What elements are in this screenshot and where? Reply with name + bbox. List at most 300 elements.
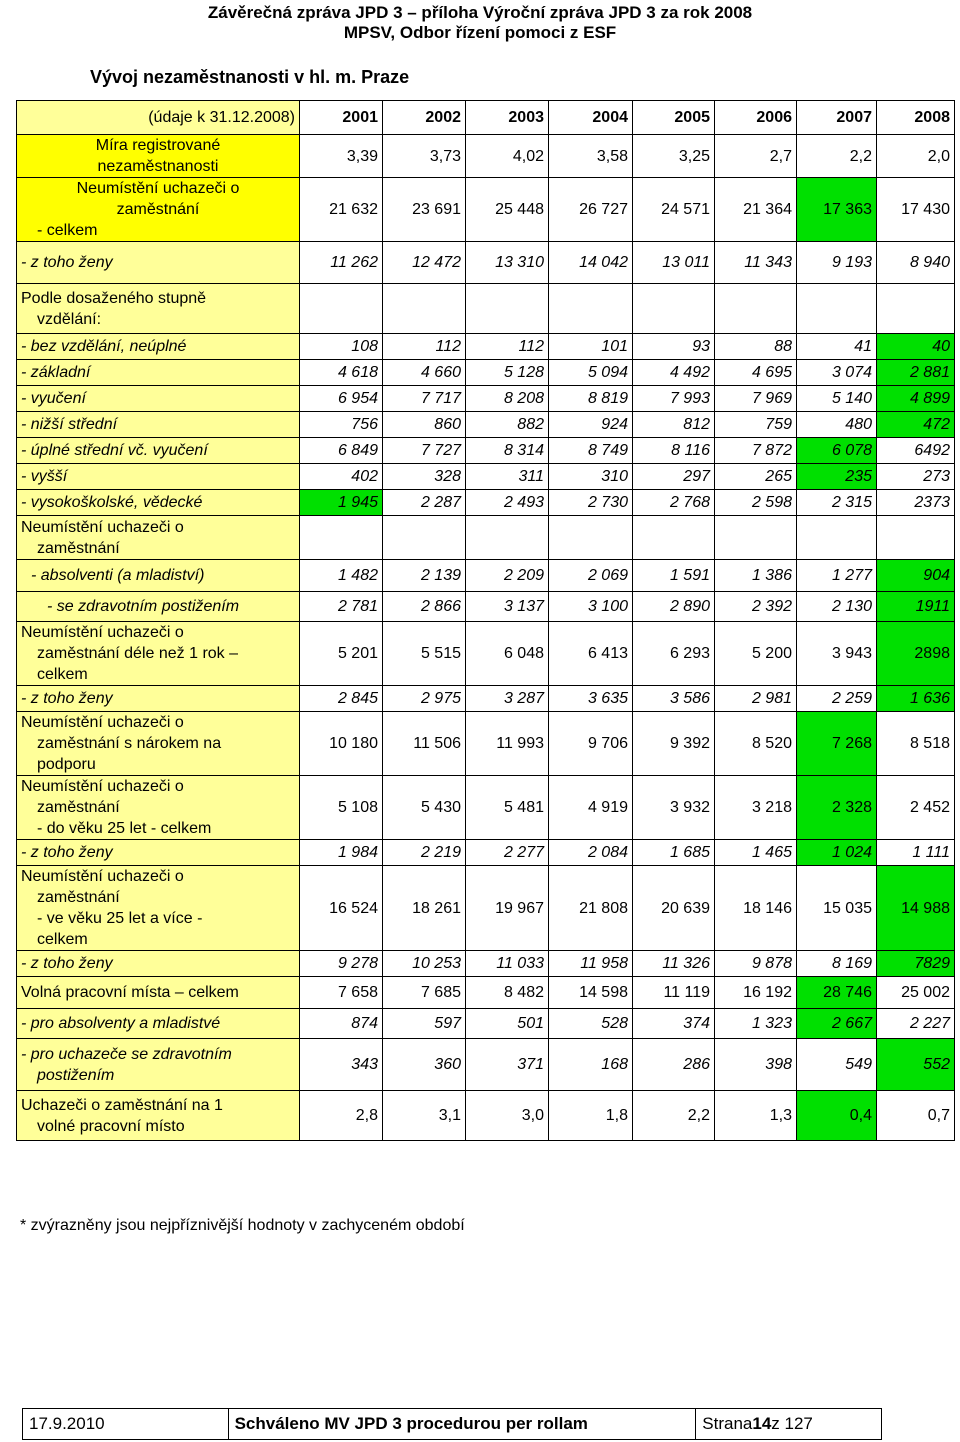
row-label bbox=[17, 776, 300, 840]
value-cell: 7829 bbox=[877, 951, 955, 977]
value-cell: 2 890 bbox=[633, 592, 715, 622]
row-label-line: - absolventi (a mladiství) bbox=[31, 567, 205, 584]
value-cell: 1 465 bbox=[715, 840, 797, 866]
table-row bbox=[17, 951, 955, 977]
table-row bbox=[17, 360, 955, 386]
value-cell: 2 259 bbox=[797, 686, 877, 712]
value-cell: 402 bbox=[300, 464, 383, 490]
value-cell: 1,3 bbox=[715, 1091, 797, 1141]
row-label-line: Volná pracovní místa – celkem bbox=[21, 984, 239, 1001]
value-cell bbox=[466, 284, 549, 334]
row-label-line: Podle dosaženého stupně bbox=[21, 289, 207, 307]
row-label bbox=[17, 242, 300, 284]
value-cell: 3 100 bbox=[549, 592, 633, 622]
table-row bbox=[17, 135, 955, 178]
page-label: Strana bbox=[702, 1414, 753, 1433]
value-cell: 2 975 bbox=[383, 686, 466, 712]
row-label bbox=[17, 866, 300, 951]
table-row bbox=[17, 438, 955, 464]
value-cell: 9 878 bbox=[715, 951, 797, 977]
table-row bbox=[17, 776, 955, 840]
header-row bbox=[17, 101, 955, 135]
row-label-line: Neumístění uchazeči o bbox=[21, 868, 184, 885]
row-label-line: - z toho ženy bbox=[21, 844, 113, 861]
value-cell: 812 bbox=[633, 412, 715, 438]
row-label-line: Neumístění uchazeči o bbox=[21, 518, 184, 536]
row-label-line: Neumístění uchazeči o bbox=[76, 180, 240, 197]
row-label-line: Neumístění uchazeči o bbox=[21, 714, 184, 731]
value-cell: 4 695 bbox=[715, 360, 797, 386]
row-label bbox=[17, 1091, 300, 1141]
value-cell: 2 493 bbox=[466, 490, 549, 516]
table-row bbox=[17, 840, 955, 866]
table-row bbox=[17, 490, 955, 516]
value-cell: 13 310 bbox=[466, 242, 549, 284]
value-cell: 1 386 bbox=[715, 560, 797, 592]
row-label bbox=[17, 840, 300, 866]
page-title: Vývoj nezaměstnanosti v hl. m. Praze bbox=[90, 67, 410, 87]
value-cell: 3 586 bbox=[633, 686, 715, 712]
value-cell: 472 bbox=[877, 412, 955, 438]
value-cell: 501 bbox=[466, 1009, 549, 1039]
value-cell: 4,02 bbox=[466, 135, 549, 178]
value-cell: 18 261 bbox=[383, 866, 466, 951]
value-cell: 5 094 bbox=[549, 360, 633, 386]
value-cell: 8 169 bbox=[797, 951, 877, 977]
table-row bbox=[17, 386, 955, 412]
row-label-line: - bez vzdělání, neúplné bbox=[21, 338, 187, 355]
value-cell: 5 128 bbox=[466, 360, 549, 386]
value-cell: 2,8 bbox=[300, 1091, 383, 1141]
value-cell: 11 326 bbox=[633, 951, 715, 977]
value-cell bbox=[300, 516, 383, 560]
page-footer bbox=[22, 1408, 882, 1440]
row-label bbox=[17, 1009, 300, 1039]
value-cell: 3 943 bbox=[797, 622, 877, 686]
value-cell: 9 278 bbox=[300, 951, 383, 977]
table-row bbox=[17, 1091, 955, 1141]
footnote: * zvýrazněny jsou nejpříznivější hodnoty v zachyceném období bbox=[20, 1217, 465, 1234]
value-cell: 235 bbox=[797, 464, 877, 490]
year-header-2005: 2005 bbox=[633, 101, 715, 135]
value-cell: 2 277 bbox=[466, 840, 549, 866]
row-label bbox=[17, 438, 300, 464]
page-total: z 127 bbox=[771, 1414, 813, 1433]
value-cell: 6 293 bbox=[633, 622, 715, 686]
value-cell: 3 074 bbox=[797, 360, 877, 386]
row-label bbox=[17, 622, 300, 686]
row-label-line: celkem bbox=[37, 931, 88, 948]
value-cell: 1 591 bbox=[633, 560, 715, 592]
header-corner-cell: (údaje k 31.12.2008) bbox=[17, 101, 300, 135]
table-row bbox=[17, 1039, 955, 1091]
value-cell: 2 084 bbox=[549, 840, 633, 866]
value-cell: 1,8 bbox=[549, 1091, 633, 1141]
value-cell: 168 bbox=[549, 1039, 633, 1091]
value-cell: 21 808 bbox=[549, 866, 633, 951]
value-cell: 2,2 bbox=[797, 135, 877, 178]
row-label-line: - celkem bbox=[37, 222, 98, 239]
value-cell: 8 819 bbox=[549, 386, 633, 412]
value-cell: 3,0 bbox=[466, 1091, 549, 1141]
row-label bbox=[17, 977, 300, 1009]
value-cell: 4 492 bbox=[633, 360, 715, 386]
footer-date: 17.9.2010 bbox=[23, 1409, 229, 1439]
value-cell: 2373 bbox=[877, 490, 955, 516]
row-label-line: zaměstnání bbox=[37, 799, 120, 816]
value-cell: 7 268 bbox=[797, 712, 877, 776]
value-cell: 7 717 bbox=[383, 386, 466, 412]
value-cell: 9 392 bbox=[633, 712, 715, 776]
value-cell: 2 845 bbox=[300, 686, 383, 712]
value-cell: 904 bbox=[877, 560, 955, 592]
value-cell: 2 139 bbox=[383, 560, 466, 592]
row-label-line: - nižší střední bbox=[21, 416, 118, 433]
value-cell: 8 116 bbox=[633, 438, 715, 464]
value-cell: 6 078 bbox=[797, 438, 877, 464]
row-label-line: celkem bbox=[37, 666, 88, 683]
table-row bbox=[17, 242, 955, 284]
value-cell: 16 524 bbox=[300, 866, 383, 951]
value-cell: 3 932 bbox=[633, 776, 715, 840]
value-cell: 3,1 bbox=[383, 1091, 466, 1141]
value-cell: 11 262 bbox=[300, 242, 383, 284]
value-cell: 8 940 bbox=[877, 242, 955, 284]
row-label bbox=[17, 464, 300, 490]
value-cell: 2 781 bbox=[300, 592, 383, 622]
value-cell: 2 315 bbox=[797, 490, 877, 516]
value-cell: 882 bbox=[466, 412, 549, 438]
value-cell: 9 193 bbox=[797, 242, 877, 284]
value-cell bbox=[549, 516, 633, 560]
value-cell: 2 392 bbox=[715, 592, 797, 622]
row-label bbox=[17, 360, 300, 386]
value-cell bbox=[715, 516, 797, 560]
value-cell: 9 706 bbox=[549, 712, 633, 776]
row-label bbox=[17, 284, 300, 334]
value-cell: 7 658 bbox=[300, 977, 383, 1009]
row-label-line: Míra registrované bbox=[95, 137, 221, 154]
document-header-line-2: MPSV, Odbor řízení pomoci z ESF bbox=[343, 23, 617, 42]
row-label bbox=[17, 386, 300, 412]
value-cell: 1 685 bbox=[633, 840, 715, 866]
value-cell: 2898 bbox=[877, 622, 955, 686]
row-label-line: volné pracovní místo bbox=[37, 1117, 185, 1135]
value-cell: 6 849 bbox=[300, 438, 383, 464]
row-label-line: - vyšší bbox=[21, 468, 68, 485]
value-cell: 371 bbox=[466, 1039, 549, 1091]
value-cell: 7 969 bbox=[715, 386, 797, 412]
row-label-line: - se zdravotním postižením bbox=[47, 598, 240, 615]
table-row bbox=[17, 464, 955, 490]
value-cell: 2 287 bbox=[383, 490, 466, 516]
value-cell: 480 bbox=[797, 412, 877, 438]
row-label-line: - pro uchazeče se zdravotním bbox=[21, 1045, 232, 1063]
value-cell: 2 209 bbox=[466, 560, 549, 592]
document-header-line-1: Závěrečná zpráva JPD 3 – příloha Výroční zpráva JPD 3 za rok 2008 bbox=[207, 3, 753, 22]
table-row bbox=[17, 284, 955, 334]
value-cell: 2 881 bbox=[877, 360, 955, 386]
value-cell: 24 571 bbox=[633, 178, 715, 242]
table-row bbox=[17, 1009, 955, 1039]
value-cell bbox=[797, 284, 877, 334]
value-cell: 398 bbox=[715, 1039, 797, 1091]
value-cell bbox=[549, 284, 633, 334]
value-cell bbox=[383, 516, 466, 560]
value-cell: 101 bbox=[549, 334, 633, 360]
value-cell bbox=[797, 516, 877, 560]
value-cell: 8 482 bbox=[466, 977, 549, 1009]
value-cell: 1 277 bbox=[797, 560, 877, 592]
row-label-line: - ve věku 25 let a více - bbox=[37, 910, 203, 927]
value-cell: 4 919 bbox=[549, 776, 633, 840]
value-cell: 11 506 bbox=[383, 712, 466, 776]
table-row bbox=[17, 516, 955, 560]
value-cell: 1 984 bbox=[300, 840, 383, 866]
value-cell bbox=[877, 516, 955, 560]
value-cell: 2 598 bbox=[715, 490, 797, 516]
value-cell: 5 140 bbox=[797, 386, 877, 412]
value-cell: 112 bbox=[383, 334, 466, 360]
value-cell: 8 520 bbox=[715, 712, 797, 776]
value-cell: 328 bbox=[383, 464, 466, 490]
row-label-line: Uchazeči o zaměstnání na 1 bbox=[21, 1096, 223, 1114]
value-cell: 3,39 bbox=[300, 135, 383, 178]
value-cell: 7 993 bbox=[633, 386, 715, 412]
value-cell: 1911 bbox=[877, 592, 955, 622]
value-cell: 552 bbox=[877, 1039, 955, 1091]
table-row bbox=[17, 622, 955, 686]
value-cell: 528 bbox=[549, 1009, 633, 1039]
row-label-line: - z toho ženy bbox=[21, 955, 113, 972]
year-header-2002: 2002 bbox=[383, 101, 466, 135]
value-cell: 343 bbox=[300, 1039, 383, 1091]
table-row bbox=[17, 592, 955, 622]
value-cell: 759 bbox=[715, 412, 797, 438]
value-cell: 2 219 bbox=[383, 840, 466, 866]
table-row bbox=[17, 977, 955, 1009]
row-label-line: - základní bbox=[21, 364, 91, 381]
value-cell: 5 108 bbox=[300, 776, 383, 840]
footer-approval: Schváleno MV JPD 3 procedurou per rollam bbox=[229, 1409, 697, 1439]
value-cell: 25 002 bbox=[877, 977, 955, 1009]
value-cell: 374 bbox=[633, 1009, 715, 1039]
unemployment-table bbox=[16, 100, 955, 1141]
year-header-2003: 2003 bbox=[466, 101, 549, 135]
value-cell: 11 033 bbox=[466, 951, 549, 977]
row-label bbox=[17, 560, 300, 592]
value-cell: 112 bbox=[466, 334, 549, 360]
value-cell: 5 200 bbox=[715, 622, 797, 686]
value-cell: 93 bbox=[633, 334, 715, 360]
value-cell: 286 bbox=[633, 1039, 715, 1091]
value-cell: 5 515 bbox=[383, 622, 466, 686]
value-cell: 11 993 bbox=[466, 712, 549, 776]
row-label bbox=[17, 1039, 300, 1091]
value-cell: 3 287 bbox=[466, 686, 549, 712]
value-cell: 273 bbox=[877, 464, 955, 490]
value-cell bbox=[633, 516, 715, 560]
value-cell: 265 bbox=[715, 464, 797, 490]
value-cell: 6 048 bbox=[466, 622, 549, 686]
value-cell: 874 bbox=[300, 1009, 383, 1039]
row-label-line: Neumístění uchazeči o bbox=[21, 778, 184, 795]
value-cell: 4 660 bbox=[383, 360, 466, 386]
row-label-line: zaměstnání bbox=[37, 889, 120, 906]
value-cell: 20 639 bbox=[633, 866, 715, 951]
value-cell: 7 727 bbox=[383, 438, 466, 464]
row-label-line: podporu bbox=[37, 756, 96, 773]
value-cell bbox=[300, 284, 383, 334]
value-cell: 12 472 bbox=[383, 242, 466, 284]
value-cell: 40 bbox=[877, 334, 955, 360]
value-cell: 14 598 bbox=[549, 977, 633, 1009]
value-cell: 297 bbox=[633, 464, 715, 490]
row-label-line: - úplné střední vč. vyučení bbox=[21, 442, 208, 459]
row-label-line: zaměstnání bbox=[37, 539, 120, 557]
value-cell: 11 343 bbox=[715, 242, 797, 284]
row-label bbox=[17, 951, 300, 977]
year-header-2001: 2001 bbox=[300, 101, 383, 135]
row-label bbox=[17, 592, 300, 622]
table-row bbox=[17, 712, 955, 776]
row-label bbox=[17, 412, 300, 438]
row-label-line: - z toho ženy bbox=[21, 690, 113, 707]
table-row bbox=[17, 412, 955, 438]
value-cell: 2 981 bbox=[715, 686, 797, 712]
table-row bbox=[17, 334, 955, 360]
value-cell: 3,25 bbox=[633, 135, 715, 178]
value-cell bbox=[383, 284, 466, 334]
value-cell: 311 bbox=[466, 464, 549, 490]
value-cell: 3,73 bbox=[383, 135, 466, 178]
row-label-line: nezaměstnanosti bbox=[97, 158, 219, 175]
row-label-line: - vyučení bbox=[21, 390, 86, 407]
value-cell: 1 024 bbox=[797, 840, 877, 866]
value-cell: 21 364 bbox=[715, 178, 797, 242]
value-cell: 17 363 bbox=[797, 178, 877, 242]
value-cell: 7 872 bbox=[715, 438, 797, 464]
value-cell: 1 111 bbox=[877, 840, 955, 866]
value-cell: 2 227 bbox=[877, 1009, 955, 1039]
value-cell: 11 958 bbox=[549, 951, 633, 977]
table-row bbox=[17, 686, 955, 712]
row-label-line: zaměstnání s nárokem na bbox=[37, 735, 222, 752]
value-cell: 28 746 bbox=[797, 977, 877, 1009]
value-cell: 2 069 bbox=[549, 560, 633, 592]
value-cell: 41 bbox=[797, 334, 877, 360]
value-cell bbox=[633, 284, 715, 334]
row-label-line: zaměstnání déle než 1 rok – bbox=[37, 645, 239, 662]
row-label-line: zaměstnání bbox=[116, 201, 200, 218]
value-cell: 597 bbox=[383, 1009, 466, 1039]
value-cell: 25 448 bbox=[466, 178, 549, 242]
value-cell: 1 945 bbox=[300, 490, 383, 516]
value-cell: 4 618 bbox=[300, 360, 383, 386]
value-cell: 2 328 bbox=[797, 776, 877, 840]
value-cell: 5 430 bbox=[383, 776, 466, 840]
value-cell bbox=[877, 284, 955, 334]
row-label-line: Neumístění uchazeči o bbox=[21, 624, 184, 641]
row-label bbox=[17, 712, 300, 776]
footer-page bbox=[696, 1409, 881, 1439]
value-cell: 0,4 bbox=[797, 1091, 877, 1141]
row-label-line: - pro absolventy a mladistvé bbox=[21, 1015, 221, 1032]
value-cell: 549 bbox=[797, 1039, 877, 1091]
value-cell: 21 632 bbox=[300, 178, 383, 242]
value-cell: 310 bbox=[549, 464, 633, 490]
value-cell: 14 988 bbox=[877, 866, 955, 951]
value-cell: 2 667 bbox=[797, 1009, 877, 1039]
value-cell: 10 253 bbox=[383, 951, 466, 977]
value-cell: 11 119 bbox=[633, 977, 715, 1009]
value-cell: 3,58 bbox=[549, 135, 633, 178]
value-cell: 88 bbox=[715, 334, 797, 360]
table-row bbox=[17, 178, 955, 242]
value-cell: 6492 bbox=[877, 438, 955, 464]
row-label bbox=[17, 490, 300, 516]
value-cell: 0,7 bbox=[877, 1091, 955, 1141]
value-cell: 2,2 bbox=[633, 1091, 715, 1141]
year-header-2007: 2007 bbox=[797, 101, 877, 135]
value-cell: 8 749 bbox=[549, 438, 633, 464]
year-header-2008: 2008 bbox=[877, 101, 955, 135]
row-label-line: postižením bbox=[37, 1066, 115, 1084]
value-cell: 3 137 bbox=[466, 592, 549, 622]
value-cell bbox=[466, 516, 549, 560]
row-label bbox=[17, 178, 300, 242]
value-cell: 2,0 bbox=[877, 135, 955, 178]
value-cell: 1 482 bbox=[300, 560, 383, 592]
value-cell: 16 192 bbox=[715, 977, 797, 1009]
value-cell: 2 130 bbox=[797, 592, 877, 622]
value-cell: 1 636 bbox=[877, 686, 955, 712]
value-cell: 23 691 bbox=[383, 178, 466, 242]
value-cell: 1 323 bbox=[715, 1009, 797, 1039]
row-label bbox=[17, 135, 300, 178]
value-cell: 18 146 bbox=[715, 866, 797, 951]
row-label-line: - vysokoškolské, vědecké bbox=[21, 494, 203, 511]
value-cell: 360 bbox=[383, 1039, 466, 1091]
value-cell: 2 452 bbox=[877, 776, 955, 840]
value-cell: 13 011 bbox=[633, 242, 715, 284]
page-number: 14 bbox=[752, 1414, 772, 1433]
value-cell: 3 218 bbox=[715, 776, 797, 840]
value-cell: 3 635 bbox=[549, 686, 633, 712]
value-cell: 2 768 bbox=[633, 490, 715, 516]
value-cell: 8 208 bbox=[466, 386, 549, 412]
value-cell: 14 042 bbox=[549, 242, 633, 284]
row-label-line: - do věku 25 let - celkem bbox=[37, 820, 212, 837]
value-cell: 10 180 bbox=[300, 712, 383, 776]
value-cell: 6 954 bbox=[300, 386, 383, 412]
value-cell: 8 518 bbox=[877, 712, 955, 776]
value-cell: 2 730 bbox=[549, 490, 633, 516]
table-row bbox=[17, 866, 955, 951]
value-cell: 8 314 bbox=[466, 438, 549, 464]
value-cell: 5 201 bbox=[300, 622, 383, 686]
value-cell: 4 899 bbox=[877, 386, 955, 412]
row-label-line: vzdělání: bbox=[37, 310, 102, 328]
row-label bbox=[17, 334, 300, 360]
value-cell: 2 866 bbox=[383, 592, 466, 622]
row-label bbox=[17, 686, 300, 712]
value-cell: 2,7 bbox=[715, 135, 797, 178]
value-cell: 860 bbox=[383, 412, 466, 438]
value-cell bbox=[715, 284, 797, 334]
value-cell: 26 727 bbox=[549, 178, 633, 242]
table-row bbox=[17, 560, 955, 592]
